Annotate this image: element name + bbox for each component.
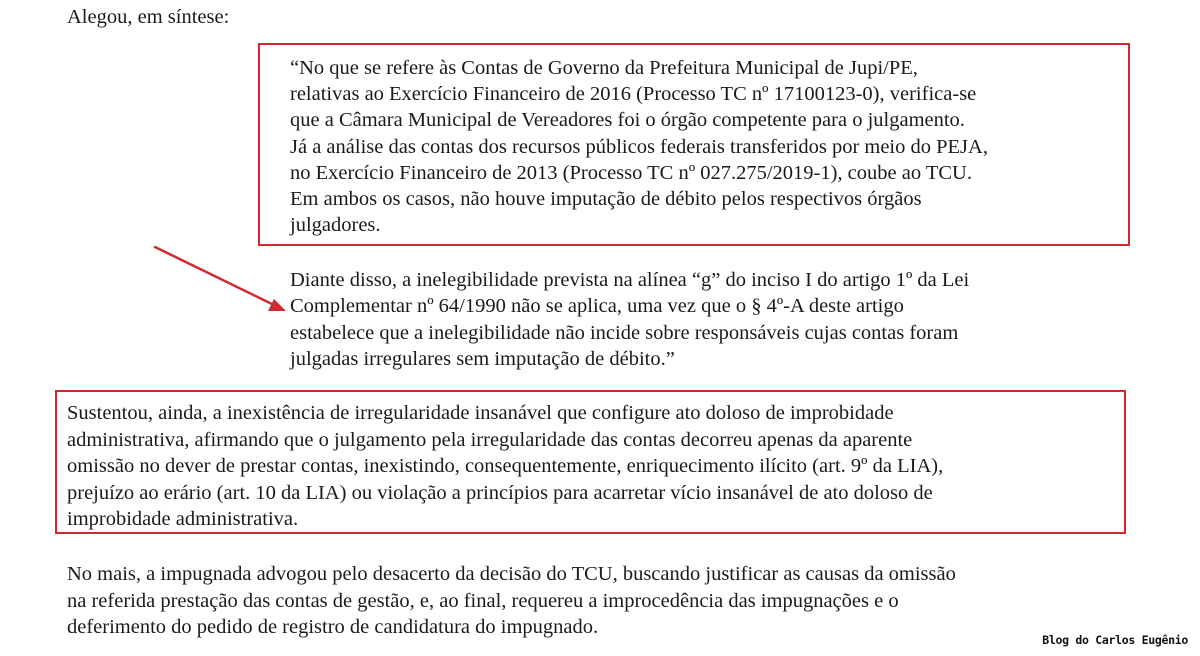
paragraph-line: prejuízo ao erário (art. 10 da LIA) ou violação a princípios para acarretar vício insanável de ato doloso de (67, 482, 933, 504)
paragraph-line: Sustentou, ainda, a inexistência de irregularidade insanável que configure ato doloso de improbidade (67, 402, 894, 424)
quote-line: Complementar nº 64/1990 não se aplica, uma vez que o § 4º-A deste artigo (290, 295, 904, 317)
paragraph-line: na referida prestação das contas de gestão, e, ao final, requereu a improcedência das impugnações e o (67, 590, 899, 612)
paragraph-line: administrativa, afirmando que o julgamento pela irregularidade das contas decorreu apenas da aparente (67, 429, 913, 451)
quote-line: “No que se refere às Contas de Governo da Prefeitura Municipal de Jupi/PE, (290, 57, 918, 79)
quote-line: julgadores. (290, 214, 381, 236)
quote-line: estabelece que a inelegibilidade não incide sobre responsáveis cujas contas foram (290, 322, 959, 344)
quote-line: Em ambos os casos, não houve imputação de débito pelos respectivos órgãos (290, 188, 922, 210)
paragraph-line: deferimento do pedido de registro de candidatura do impugnado. (67, 616, 599, 638)
blog-watermark: Blog do Carlos Eugênio (1042, 633, 1188, 647)
paragraph-line: improbidade administrativa. (67, 508, 299, 530)
intro-text: Alegou, em síntese: (67, 6, 230, 28)
paragraph-line: omissão no dever de prestar contas, inexistindo, consequentemente, enriquecimento ilícito (art. 9º da LIA), (67, 455, 944, 477)
paragraph-line: No mais, a impugnada advogou pelo desacerto da decisão do TCU, buscando justificar as causas da omissão (67, 563, 956, 585)
quote-line: que a Câmara Municipal de Vereadores foi o órgão competente para o julgamento. (290, 109, 965, 131)
quote-line: Já a análise das contas dos recursos públicos federais transferidos por meio do PEJA, (290, 136, 988, 158)
quote-line: relativas ao Exercício Financeiro de 2016 (Processo TC nº 17100123-0), verifica-se (290, 83, 977, 105)
quote-line: no Exercício Financeiro de 2013 (Processo TC nº 027.275/2019-1), coube ao TCU. (290, 162, 972, 184)
quote-line: julgadas irregulares sem imputação de débito.” (290, 348, 675, 370)
quote-line: Diante disso, a inelegibilidade prevista na alínea “g” do inciso I do artigo 1º da Lei (290, 269, 970, 291)
